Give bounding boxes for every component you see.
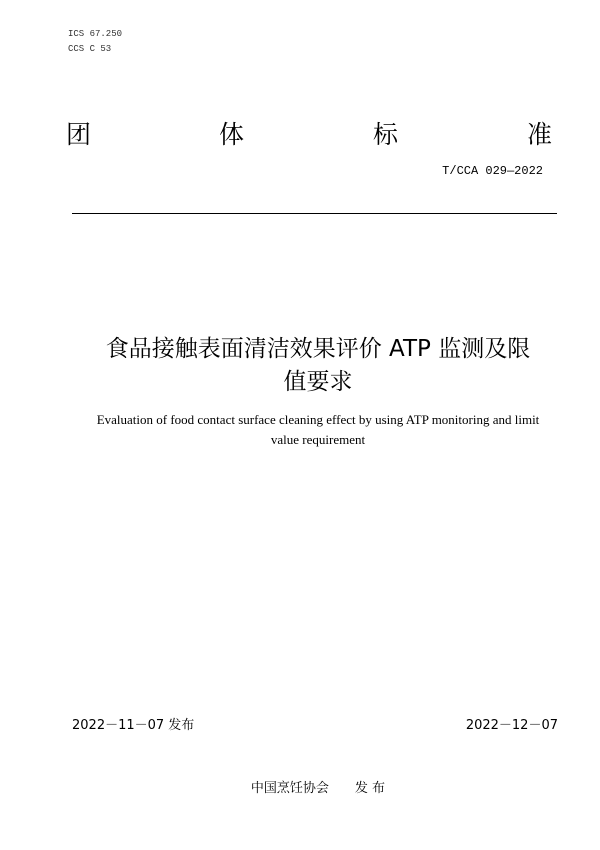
- implement-date: 2022－12－07: [465, 718, 558, 733]
- title-zh-line1: 食品接触表面清洁效果评价 ATP 监测及限: [105, 336, 531, 362]
- ics-code: ICS 67.250: [68, 29, 123, 39]
- title-zh-line2: 值要求: [283, 369, 353, 395]
- standard-type-char: 团: [66, 120, 92, 149]
- issue-date: 2022－11－07 发布: [72, 718, 195, 733]
- divider: [72, 213, 557, 214]
- standard-type-char: 体: [219, 120, 245, 149]
- standard-code: T/CCA 029—2022: [442, 164, 543, 178]
- title-en-line2: value requirement: [270, 432, 366, 447]
- title-en-line1: Evaluation of food contact surface cleaning effect by using ATP monitoring and limit: [96, 412, 540, 427]
- standard-type-char: 标: [373, 120, 399, 149]
- publisher: 中国烹饪协会 发 布: [250, 781, 386, 796]
- standard-type-char: 准: [527, 120, 553, 149]
- ccs-code: CCS C 53: [68, 44, 112, 54]
